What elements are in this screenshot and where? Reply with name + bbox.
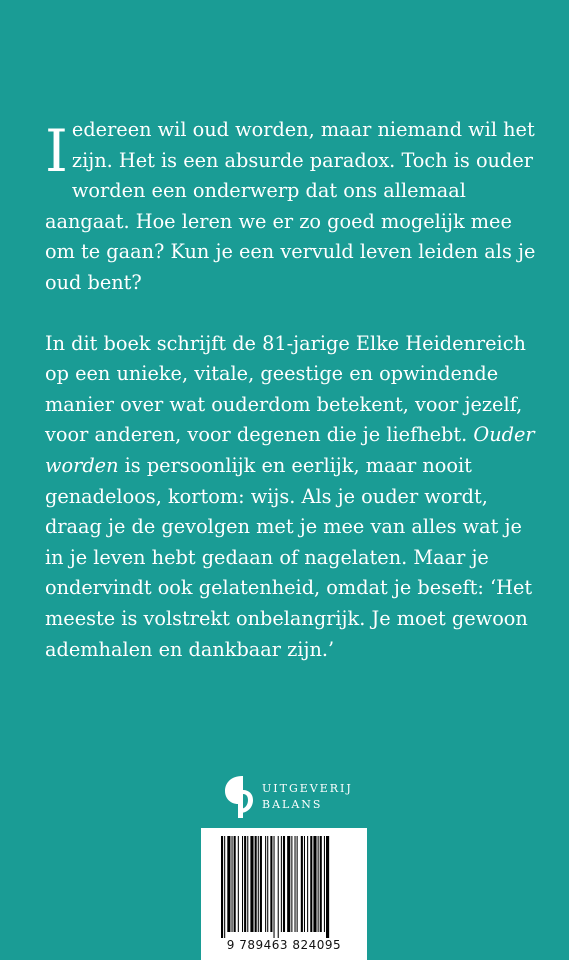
publisher-name [262, 781, 353, 813]
barcode-bar [250, 836, 253, 932]
barcode-bars [201, 828, 367, 940]
barcode-bar [238, 836, 239, 932]
blurb-paragraph-2-text-a: In dit boek schrijft de 81-jarige Elke Heidenreich op een unieke, vitale, geestige en opwindende manier over wat ouderdom betekent, voor jezelf, voor anderen, voor degenen die je liefhebt. [45, 331, 526, 447]
drop-cap: I [45, 117, 68, 185]
barcode-bar [270, 836, 272, 932]
barcode-bar [258, 836, 259, 932]
barcode-bar [267, 836, 268, 932]
publisher-logo-mark-icon [222, 772, 256, 822]
barcode-bar [255, 836, 257, 932]
barcode-bar [313, 836, 316, 932]
barcode-bar [242, 836, 243, 932]
barcode-bar [326, 836, 329, 938]
isbn-barcode [201, 828, 367, 960]
barcode-bar [307, 836, 308, 932]
barcode-bar [247, 836, 248, 932]
barcode-bar [324, 836, 325, 932]
barcode-bar [234, 836, 236, 932]
barcode-bar [221, 836, 223, 938]
book-title-italic: Ouder worden [45, 423, 535, 477]
barcode-bar [244, 836, 246, 932]
isbn-number: 9 789463 824095 [226, 938, 342, 952]
barcode-bar [287, 836, 290, 932]
publisher-name-line1: UITGEVERIJ [262, 782, 353, 795]
barcode-bar [318, 836, 319, 932]
barcode-bar [291, 836, 292, 932]
barcode-bar [260, 836, 262, 932]
publisher-logo [222, 772, 353, 822]
barcode-bar [297, 836, 298, 932]
barcode-bar [224, 836, 225, 938]
blurb-paragraph-1-text: edereen wil oud worden, maar niemand wil het zijn. Het is een absurde paradox. Toch is ouder worden een onderwerp dat ons allemaal aangaat. Hoe leren we er zo goed mogelijk mee om te gaan? Kun je een vervuld leven leiden als je oud bent? [45, 118, 536, 294]
blurb-paragraph-2 [45, 329, 540, 666]
barcode-bar [232, 836, 233, 932]
barcode-bar [281, 836, 282, 932]
publisher-name-line2: BALANS [262, 798, 323, 811]
barcode-bar [304, 836, 305, 932]
barcode-bar [310, 836, 312, 932]
back-cover-blurb [45, 115, 540, 665]
barcode-bar [227, 836, 230, 932]
barcode-bar [295, 836, 296, 932]
barcode-bar [283, 836, 285, 932]
barcode-bar [320, 836, 322, 932]
blurb-paragraph-2-text-b: is persoonlijk en eerlijk, maar nooit genadeloos, kortom: wijs. Als je ouder wordt, draag je de gevolgen met je mee van alles wat je in je leven hebt gedaan of nagelaten. Maar je ondervindt ook gelatenheid, omdat je beseft: ‘Het meeste is volstrekt onbelangrijk. Je moet gewoon ademhalen en dankbaar zijn.’ [45, 453, 533, 661]
barcode-bar [274, 836, 275, 938]
barcode-bar [278, 836, 279, 938]
barcode-bar [301, 836, 303, 932]
barcode-bar [265, 836, 266, 932]
blurb-paragraph-1 [45, 115, 540, 299]
